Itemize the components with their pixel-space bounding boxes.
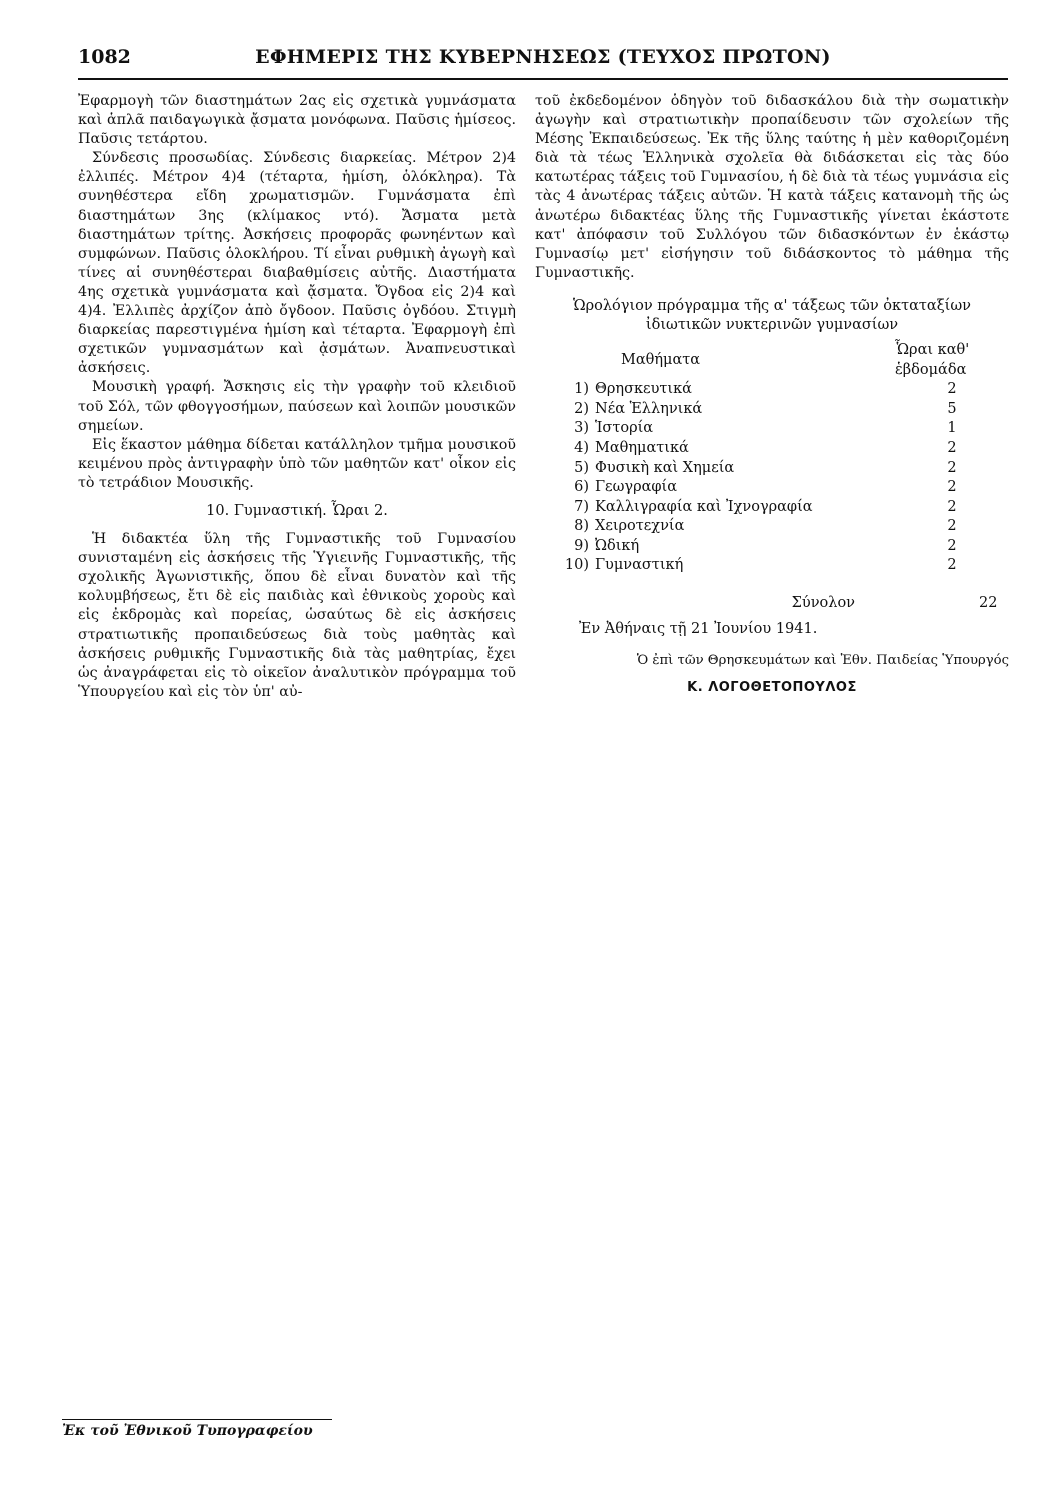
paragraph: τοῦ ἐκδεδομένον ὁδηγὸν τοῦ διδασκάλου διὰ τὴν σωματικὴν ἀγωγὴν καὶ στρατιωτικὴν προπαίδευσιν τῶν σχολείων τῆς Μέσης Ἐκπαιδεύσεως. Ἐκ τῆς ὕλης ταύτης ἡ μὲν καθοριζομένη διὰ τὰ τέως Ἑλληνικὰ σχολεῖα θὰ διδάσκεται εἰς τὰς δύο κατωτέρας τάξεις τοῦ Γυμνασίου, ἡ δὲ διὰ τὰ τέως γυμνάσια εἰς τὰς 4 ἀνωτέρας τάξεις αὐτῶν. Ἡ κατὰ τάξεις κατανομὴ τῆς ὡς ἀνωτέρω διδακτέας ὕλης τῆς Γυμναστικῆς γίνεται ἑκάστοτε κατ' ἀπόφασιν τοῦ Συλλόγου τῶν διδασκόντων ἐν ἑκάστῳ Γυμνασίῳ μετ' εἰσήγησιν τοῦ διδάσκοντος τὸ μάθημα τῆς Γυμναστικῆς. (535, 93, 1009, 281)
schedule-row (535, 380, 1009, 400)
paragraph: Εἰς ἕκαστον μάθημα δίδεται κατάλληλον τμῆμα μουσικοῦ κειμένου πρὸς ἀντιγραφὴν ὑπὸ τῶν μαθητῶν κατ' οἶκον εἰς τὸ τετράδιον Μουσικῆς. (78, 436, 516, 491)
row-hours: 2 (947, 537, 957, 554)
row-hours: 2 (947, 459, 957, 476)
schedule-row (535, 537, 1009, 557)
page-number: 1082 (78, 46, 131, 68)
total-label: Σύνολον (791, 595, 855, 612)
row-hours: 5 (947, 400, 957, 417)
row-number: 7) (574, 498, 589, 515)
schedule-header-row (535, 341, 1009, 380)
row-subject: Ὠδική (595, 537, 640, 554)
left-column (78, 92, 516, 702)
total-row (535, 576, 1009, 614)
row-subject: Φυσικὴ καὶ Χημεία (595, 459, 735, 476)
row-hours: 2 (947, 498, 957, 515)
row-subject: Θρησκευτικά (595, 381, 692, 398)
row-number: 1) (574, 381, 589, 398)
row-number: 8) (574, 518, 589, 535)
schedule-table (535, 341, 1009, 614)
row-number: 4) (574, 439, 589, 456)
paragraph: Ἐφαρμογὴ τῶν διαστημάτων 2ας εἰς σχετικὰ γυμνάσματα καὶ ἁπλᾶ παιδαγωγικὰ ᾄσματα μονόφωνα. Παῦσις ἡμίσεος. Παῦσις τετάρτου. (78, 93, 516, 148)
row-number: 6) (574, 479, 589, 496)
schedule-row (535, 419, 1009, 439)
gazette-title: ΕΦΗΜΕΡΙΣ ΤΗΣ ΚΥΒΕΡΝΗΣΕΩΣ (ΤΕΥΧΟΣ ΠΡΩΤΟΝ) (255, 46, 831, 68)
row-subject: Ἱστορία (595, 420, 654, 437)
schedule-row (535, 498, 1009, 518)
row-hours: 2 (947, 479, 957, 496)
paragraph: Ἡ διδακτέα ὕλη τῆς Γυμναστικῆς τοῦ Γυμνασίου συνισταμένη εἰς ἀσκήσεις τῆς Ὑγιεινῆς Γυμναστικῆς, τῆς σχολικῆς Ἀγωνιστικῆς, ὅπου δὲ εἶναι δυνατὸν καὶ τῆς κολυμβήσεως, ἔτι δὲ εἰς παιδιὰς καὶ ἐθνικοὺς χοροὺς καὶ εἰς ἐκδρομὰς καὶ πορείας, ὡσαύτως δὲ εἰς ἀσκήσεις στρατιωτικῆς προπαιδεύσεως διὰ τοὺς μαθητὰς καὶ ἀσκήσεις ρυθμικῆς Γυμναστικῆς διὰ τὰς μαθητρίας, ἔχει ὡς ἀναγράφεται εἰς τὸ οἰκεῖον ἀναλυτικὸν πρόγραμμα τοῦ Ὑπουργείου καὶ εἰς τὸν ὑπ' αὐ- (78, 531, 516, 700)
printer-footer: Ἐκ τοῦ Ἐθνικοῦ Τυπογραφείου (62, 1419, 332, 1439)
paragraph: Μουσικὴ γραφή. Ἄσκησις εἰς τὴν γραφὴν τοῦ κλειδιοῦ τοῦ Σόλ, τῶν φθογγοσήμων, παύσεων καὶ λοιπῶν μουσικῶν σημείων. (78, 379, 516, 434)
row-subject: Γεωγραφία (595, 479, 678, 496)
paragraph: Σύνδεσις προσωδίας. Σύνδεσις διαρκείας. Μέτρον 2)4 ἐλλιπές. Μέτρον 4)4 (τέταρτα, ἡμίση, ὁλόκληρα). Τὰ συνηθέστερα εἴδη χρωματισμῶν. Γυμνάσματα ἐπὶ διαστημάτων 3ης (κλίμακος ντό). Ἄσματα μετὰ διαστημάτων τρίτης. Ἀσκήσεις προφορᾶς φωνηέντων καὶ συμφώνων. Παῦσις ὁλοκλήρου. Τί εἶναι ρυθμικὴ ἀγωγὴ καὶ τίνες αἱ συνηθέστεραι διαβαθμίσεις αὐτῆς. Διαστήματα 4ης σχετικὰ γυμνάσματα καὶ ᾄσματα. Ὄγδοα εἰς 2)4 καὶ 4)4. Ἐλλιπὲς ἀρχίζον ἀπὸ ὄγδοον. Παῦσις ὀγδόου. Στιγμὴ διαρκείας παρεστιγμένα ἡμίση καὶ τέταρτα. Ἐφαρμογὴ ἐπὶ σχετικῶν γυμνασμάτων καὶ ᾀσμάτων. Ἀναπνευστικαὶ ἀσκήσεις. (78, 150, 516, 377)
row-number: 5) (574, 459, 589, 476)
schedule-row (535, 556, 1009, 576)
section-heading: 10. Γυμναστική. Ὧραι 2. (206, 502, 388, 519)
row-subject: Μαθηματικά (595, 439, 689, 456)
signer-title: Ὁ ἐπὶ τῶν Θρησκευμάτων καὶ Ἐθν. Παιδείας Ὑπουργός (636, 652, 1009, 668)
row-number: 10) (564, 557, 589, 574)
date-line: Ἐν Ἀθήναις τῇ 21 Ἰουνίου 1941. (579, 620, 818, 637)
subjects-header: Μαθήματα (621, 351, 701, 368)
row-hours: 2 (947, 381, 957, 398)
schedule-title: Ὡρολόγιον πρόγραμμα τῆς α' τάξεως τῶν ὀκταταξίων ἰδιωτικῶν νυκτερινῶν γυμνασίων (573, 297, 971, 333)
row-hours: 2 (947, 518, 957, 535)
schedule-row (535, 517, 1009, 537)
hours-header: Ὧραι καθ' ἑβδομάδα (895, 341, 970, 378)
row-subject: Χειροτεχνία (595, 518, 685, 535)
row-hours: 2 (947, 557, 957, 574)
schedule-row (535, 439, 1009, 459)
schedule-row (535, 478, 1009, 498)
signer-name: Κ. ΛΟΓΟΘΕΤΟΠΟΥΛΟΣ (687, 679, 857, 695)
schedule-row (535, 400, 1009, 420)
row-hours: 1 (947, 420, 957, 437)
row-subject: Νέα Ἑλληνικά (595, 400, 703, 417)
row-number: 3) (574, 420, 589, 437)
row-subject: Καλλιγραφία καὶ Ἰχνογραφία (595, 498, 813, 515)
schedule-row (535, 459, 1009, 479)
total-value: 22 (979, 595, 998, 612)
row-subject: Γυμναστική (595, 557, 684, 574)
schedule-body (535, 380, 1009, 576)
page-header (78, 42, 1008, 80)
row-hours: 2 (947, 439, 957, 456)
right-column (535, 92, 1009, 697)
row-number: 9) (574, 537, 589, 554)
row-number: 2) (574, 400, 589, 417)
